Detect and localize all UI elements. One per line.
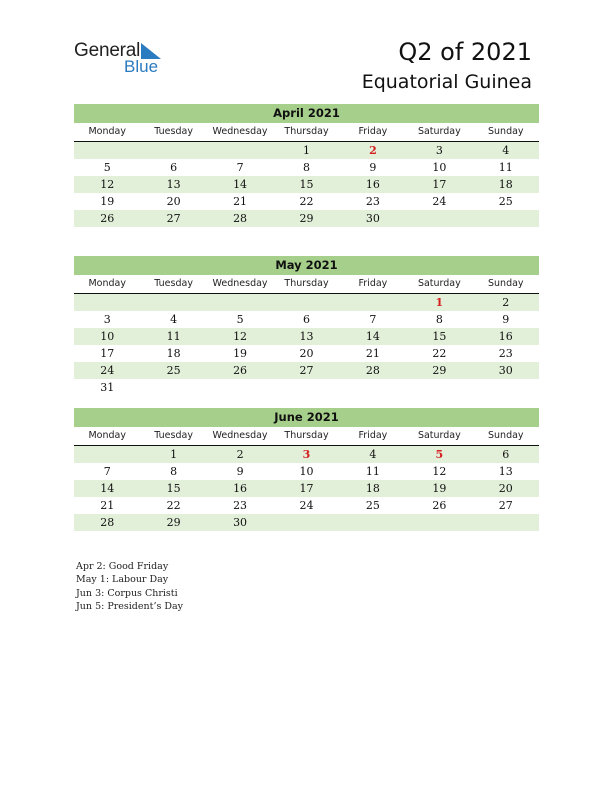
day-cell: 21 bbox=[365, 347, 380, 360]
day-cell: 12 bbox=[432, 465, 447, 478]
day-cell: 6 bbox=[473, 446, 539, 463]
day-cell: 1 bbox=[406, 294, 472, 311]
weekday-header: Wednesday bbox=[207, 427, 273, 446]
weekday-header: Monday bbox=[74, 427, 140, 446]
day-cell: 13 bbox=[273, 328, 339, 345]
logo-blue-text: Blue bbox=[124, 57, 159, 76]
day-cell: 17 bbox=[100, 347, 115, 360]
day-cell: 10 bbox=[299, 465, 314, 478]
day-cell: 7 bbox=[236, 161, 244, 174]
day-cell: 7 bbox=[369, 313, 377, 326]
day-cell: 27 bbox=[498, 499, 513, 512]
day-cell: 30 bbox=[340, 210, 406, 227]
day-cell bbox=[473, 379, 539, 396]
day-cell: 24 bbox=[299, 499, 314, 512]
day-cell: 24 bbox=[432, 195, 447, 208]
weekday-header: Monday bbox=[74, 275, 140, 294]
day-cell: 3 bbox=[103, 313, 111, 326]
day-cell: 12 bbox=[207, 328, 273, 345]
day-cell: 13 bbox=[140, 176, 206, 193]
logo bbox=[74, 40, 174, 80]
day-cell bbox=[74, 294, 140, 311]
day-cell: 25 bbox=[365, 499, 380, 512]
page-title: Q2 of 2021 bbox=[398, 38, 532, 66]
day-cell: 4 bbox=[473, 142, 539, 159]
weekday-header: Saturday bbox=[406, 275, 472, 294]
day-cell: 23 bbox=[498, 347, 513, 360]
day-cell: 26 bbox=[74, 210, 140, 227]
holiday-note: Apr 2: Good Friday bbox=[76, 561, 169, 572]
weekday-header: Saturday bbox=[406, 427, 472, 446]
day-cell: 29 bbox=[273, 210, 339, 227]
month-title: June 2021 bbox=[74, 408, 539, 427]
day-cell: 2 bbox=[207, 446, 273, 463]
month-june bbox=[74, 408, 539, 531]
day-cell: 4 bbox=[170, 313, 178, 326]
day-cell: 14 bbox=[207, 176, 273, 193]
day-cell: 11 bbox=[140, 328, 206, 345]
day-cell: 31 bbox=[100, 381, 115, 394]
holiday-notes bbox=[76, 560, 183, 613]
day-cell bbox=[273, 514, 339, 531]
day-cell: 21 bbox=[233, 195, 248, 208]
day-cell: 22 bbox=[299, 195, 314, 208]
day-cell: 20 bbox=[166, 195, 181, 208]
day-cell: 6 bbox=[302, 313, 310, 326]
day-cell: 1 bbox=[140, 446, 206, 463]
day-cell: 25 bbox=[498, 195, 513, 208]
day-cell: 5 bbox=[406, 446, 472, 463]
month-grid bbox=[74, 275, 539, 396]
weekday-header: Tuesday bbox=[140, 123, 206, 142]
weekday-header: Wednesday bbox=[207, 123, 273, 142]
day-cell bbox=[273, 294, 339, 311]
day-cell: 22 bbox=[166, 499, 181, 512]
weekday-header: Thursday bbox=[273, 123, 339, 142]
day-cell: 8 bbox=[170, 465, 178, 478]
day-cell bbox=[140, 142, 206, 159]
day-cell: 24 bbox=[74, 362, 140, 379]
day-cell: 16 bbox=[473, 328, 539, 345]
day-cell: 28 bbox=[74, 514, 140, 531]
weekday-header: Wednesday bbox=[207, 275, 273, 294]
weekday-header: Friday bbox=[340, 427, 406, 446]
month-april bbox=[74, 104, 539, 227]
day-cell: 17 bbox=[273, 480, 339, 497]
day-cell: 1 bbox=[273, 142, 339, 159]
day-cell: 9 bbox=[369, 161, 377, 174]
day-cell: 19 bbox=[406, 480, 472, 497]
day-cell: 16 bbox=[207, 480, 273, 497]
day-cell bbox=[473, 210, 539, 227]
day-cell: 19 bbox=[233, 347, 248, 360]
day-cell: 16 bbox=[340, 176, 406, 193]
day-cell: 14 bbox=[340, 328, 406, 345]
weekday-header: Friday bbox=[340, 123, 406, 142]
month-grid bbox=[74, 123, 539, 227]
month-title: April 2021 bbox=[74, 104, 539, 123]
weekday-header: Thursday bbox=[273, 427, 339, 446]
day-cell: 28 bbox=[207, 210, 273, 227]
day-cell: 3 bbox=[406, 142, 472, 159]
day-cell bbox=[140, 294, 206, 311]
day-cell: 30 bbox=[473, 362, 539, 379]
day-cell: 15 bbox=[406, 328, 472, 345]
day-cell: 20 bbox=[473, 480, 539, 497]
day-cell: 9 bbox=[236, 465, 244, 478]
holiday-note: Jun 3: Corpus Christi bbox=[76, 587, 178, 599]
day-cell: 9 bbox=[502, 313, 510, 326]
day-cell bbox=[473, 514, 539, 531]
day-cell bbox=[74, 446, 140, 463]
day-cell bbox=[340, 379, 406, 396]
day-cell bbox=[140, 379, 206, 396]
holiday-note: May 1: Labour Day bbox=[76, 574, 169, 586]
day-cell bbox=[207, 294, 273, 311]
day-cell: 20 bbox=[299, 347, 314, 360]
day-cell: 2 bbox=[340, 142, 406, 159]
weekday-header: Sunday bbox=[473, 275, 539, 294]
logo-general-text: General bbox=[74, 40, 141, 61]
day-cell: 22 bbox=[432, 347, 447, 360]
day-cell: 28 bbox=[340, 362, 406, 379]
day-cell: 10 bbox=[74, 328, 140, 345]
day-cell: 30 bbox=[207, 514, 273, 531]
day-cell: 21 bbox=[100, 499, 115, 512]
day-cell: 4 bbox=[340, 446, 406, 463]
day-cell: 2 bbox=[473, 294, 539, 311]
day-cell: 29 bbox=[140, 514, 206, 531]
day-cell: 27 bbox=[273, 362, 339, 379]
day-cell: 5 bbox=[103, 161, 111, 174]
day-cell: 15 bbox=[140, 480, 206, 497]
day-cell: 23 bbox=[365, 195, 380, 208]
day-cell: 10 bbox=[432, 161, 447, 174]
day-cell: 11 bbox=[498, 161, 513, 174]
day-cell: 25 bbox=[140, 362, 206, 379]
day-cell: 14 bbox=[74, 480, 140, 497]
day-cell: 3 bbox=[273, 446, 339, 463]
day-cell: 17 bbox=[406, 176, 472, 193]
day-cell bbox=[273, 379, 339, 396]
weekday-header: Tuesday bbox=[140, 275, 206, 294]
day-cell bbox=[207, 142, 273, 159]
holiday-note: Jun 5: President’s Day bbox=[76, 600, 184, 612]
weekday-header: Monday bbox=[74, 123, 140, 142]
weekday-header: Sunday bbox=[473, 427, 539, 446]
day-cell: 7 bbox=[103, 465, 111, 478]
weekday-header: Sunday bbox=[473, 123, 539, 142]
weekday-header: Saturday bbox=[406, 123, 472, 142]
day-cell: 12 bbox=[74, 176, 140, 193]
day-cell: 18 bbox=[340, 480, 406, 497]
day-cell: 13 bbox=[498, 465, 513, 478]
day-cell: 8 bbox=[435, 313, 443, 326]
weekday-header: Thursday bbox=[273, 275, 339, 294]
day-cell bbox=[74, 142, 140, 159]
day-cell: 19 bbox=[100, 195, 115, 208]
day-cell: 18 bbox=[473, 176, 539, 193]
day-cell bbox=[207, 379, 273, 396]
day-cell: 23 bbox=[233, 499, 248, 512]
month-may bbox=[74, 256, 539, 396]
day-cell: 11 bbox=[365, 465, 380, 478]
month-title: May 2021 bbox=[74, 256, 539, 275]
day-cell: 8 bbox=[302, 161, 310, 174]
month-grid bbox=[74, 427, 539, 531]
day-cell bbox=[406, 379, 472, 396]
day-cell: 6 bbox=[170, 161, 178, 174]
weekday-header: Friday bbox=[340, 275, 406, 294]
day-cell: 27 bbox=[140, 210, 206, 227]
weekday-header: Tuesday bbox=[140, 427, 206, 446]
day-cell bbox=[406, 210, 472, 227]
day-cell: 5 bbox=[236, 313, 244, 326]
day-cell: 18 bbox=[166, 347, 181, 360]
country-title: Equatorial Guinea bbox=[361, 71, 532, 93]
day-cell bbox=[340, 514, 406, 531]
day-cell: 29 bbox=[406, 362, 472, 379]
day-cell bbox=[406, 514, 472, 531]
day-cell: 15 bbox=[273, 176, 339, 193]
day-cell: 26 bbox=[207, 362, 273, 379]
day-cell bbox=[340, 294, 406, 311]
day-cell: 26 bbox=[432, 499, 447, 512]
